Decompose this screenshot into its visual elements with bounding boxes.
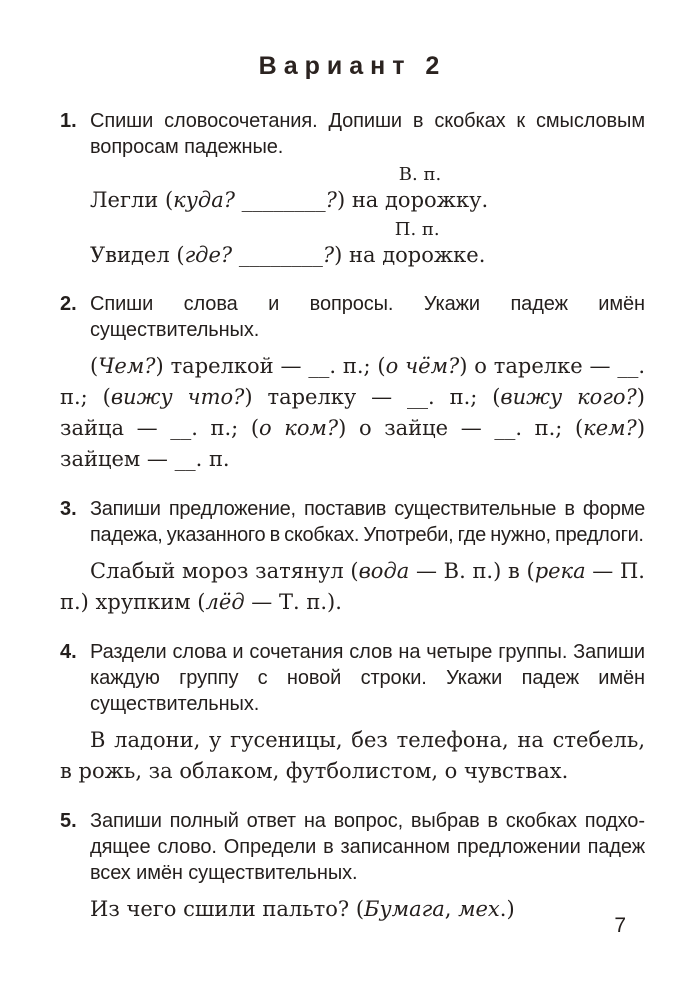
exercise-1-line-1 [90,164,645,215]
text-run: кем? [583,416,637,440]
text-run: река [534,559,586,583]
text-run: ) зайца — __. п.; ( [60,385,645,440]
exercise-1-number: 1. [60,110,77,132]
exercise-4-instruction: Раздели слова и сочетания слов на четыре группы. Запиши каждую группу с новой строки. Укажи падеж имён существительных. [90,641,645,715]
text-run: где? [184,243,233,267]
text-run: ________ [234,188,326,212]
exercise-1-body [90,108,645,270]
exercise-3-number: 3. [60,498,77,520]
text-run: ? [322,243,335,267]
capped-phrase [349,219,486,270]
text-run: ) о зайце — __. п.; ( [338,416,584,440]
exercise-3-content [60,556,645,618]
text-run: ) тарелку — __. п.; ( [244,385,501,409]
text-run: Слабый мороз затянул ( [90,559,359,583]
exercise-4-body [60,639,645,787]
text-run: вижу что? [110,385,245,409]
page-title: Вариант 2 [258,52,447,80]
text-run: лёд [205,590,245,614]
exercise-1-line-2 [90,219,645,270]
text-run: ) [336,188,352,212]
exercise-1-instruction: Спиши словосочетания. Допиши в скобках к смысловым вопросам падежные. [90,110,645,158]
exercise-4 [60,639,645,787]
capped-phrase [351,164,489,215]
page-number: 7 [614,914,626,937]
exercise-3-body [60,496,645,618]
text-run: на дорожке. [349,243,486,267]
text-run: — Т. п.). [244,590,342,614]
exercise-2-content [60,351,645,475]
exercise-2-body [60,291,646,475]
text-run: Из чего сшили пальто? ( [90,897,365,921]
exercise-2-instruction: Спиши слова и вопросы. Укажи падеж имён существительных. [90,293,645,341]
text-run: ) [334,243,349,267]
exercise-2 [60,291,645,475]
text-run: ) тарелкой — __. п.; ( [155,354,386,378]
text-run: , [444,897,459,921]
text-run: ) зайцем — __. п. [60,416,646,471]
case-label: В. п. [398,164,442,185]
exercise-5-content [60,894,645,925]
text-run: о чём? [385,354,460,378]
text-run: Чем? [98,354,156,378]
case-label: П. п. [394,219,440,240]
text-run: Бумага [364,897,445,921]
text-run: мех [458,897,500,921]
text-run: — В. п.) в ( [409,559,535,583]
text-run: Увидел ( [90,243,185,267]
text-run: — П. п.) хрупким ( [60,559,645,614]
text-run: ________ [232,243,323,267]
exercise-1 [60,108,645,270]
exercise-2-number: 2. [60,293,77,315]
text-run: вода [358,559,410,583]
exercise-5-instruction: Запиши полный ответ на вопрос, выбрав в скобках подходящее слово. Определи в записанном предложении падеж всех имён существительных. [90,810,645,884]
exercise-3 [60,496,645,618]
text-run: куда? [173,188,235,212]
text-run: ? [325,188,337,212]
text-run: ( [90,354,99,378]
exercise-5-body [90,808,645,925]
text-run: на дорожку. [351,188,489,212]
exercise-5-number: 5. [60,810,77,832]
text-run: о ком? [259,416,339,440]
text-run: Легли ( [90,188,174,212]
exercise-4-content [60,725,645,787]
text-run: В ладони, у гусеницы, без телефона, на стебель, в рожь, за облаком, футболистом, о чувствах. [60,728,645,783]
text-run: ) о тарелке — __. п.; ( [60,354,645,409]
text-run: вижу кого? [500,385,637,409]
text-run: .) [499,897,515,921]
exercise-3-instruction: Запиши предложение, поставив существительные в форме падежа, указанного в скобках. Употреби, где нужно, предлоги. [90,498,645,546]
exercise-5 [60,808,645,925]
exercise-4-number: 4. [60,641,77,663]
